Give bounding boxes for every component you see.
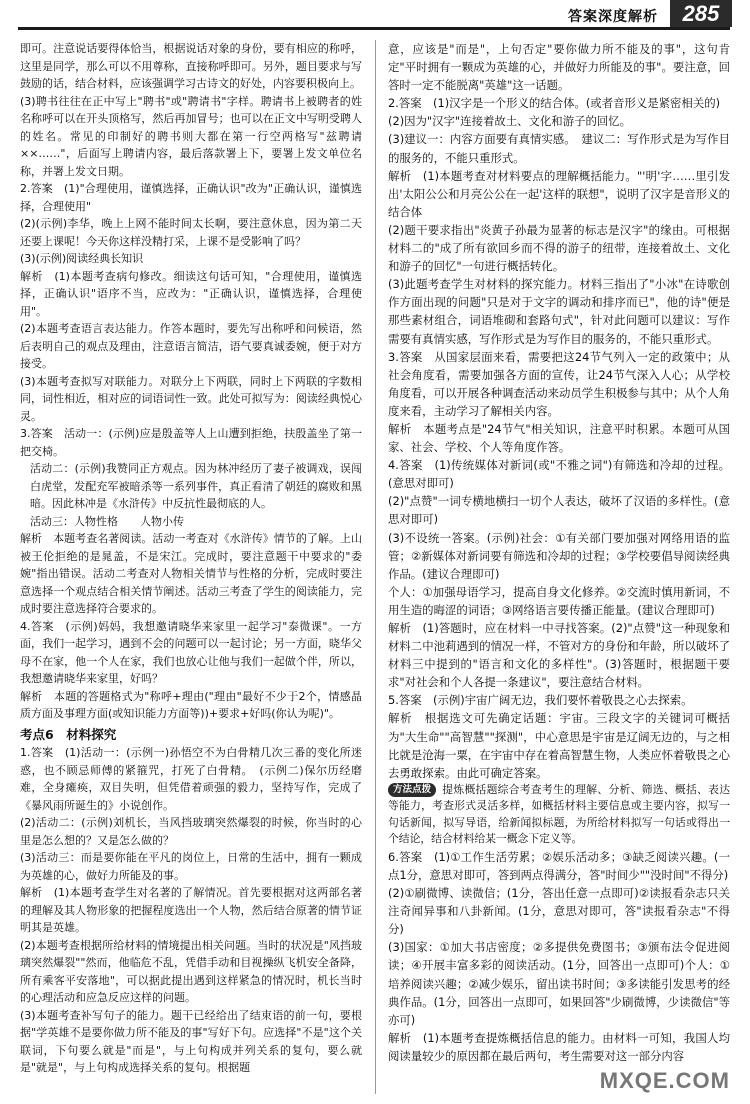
left-column bbox=[20, 40, 362, 1077]
paragraph: (3)此题考查学生对材料的探究能力。材料三指出了"小冰"在诗歌创作方面出现的问题"只是对于文字的调动和排序而已"，他的诗"便是那些素材组合，词语堆砌和套路句式"，针对此问题可以建议：写作需要有真情实感，写作形式是为写作目的服务的，不能只重形式。 bbox=[388, 277, 730, 346]
answer-paragraph: 6.答案 (1)①工作生活劳累；②娱乐活动多；③缺乏阅读兴趣。(一点1分，意思对即可，答到两点得满分，答"时间少""没时间"不得分) bbox=[388, 849, 730, 882]
paragraph: 意，应该是"而是"，上句否定"要你做力所不能及的事"，这句肯定"平时拥有一颗成为英雄的心，并做好力所能及的事"。要注意，回答时一定不能脱离"英雄"这一话题。 bbox=[388, 42, 730, 93]
paragraph: (3)聘书往往在正中写上"聘书"或"聘请书"字样。聘请书上被聘者的姓名称呼可以在开头顶格写，然后再加冒号；也可以在正文中写明受聘人的姓名。常见的印制好的聘书则大都在第一行空两格写"兹聘请××……"，后面写上聘请内容，最后落款署上下，要署上发文单位名称，并署上发文日期。 bbox=[20, 94, 362, 178]
answer-paragraph: 3.答案 从国家层面来看，需要把这24节气列入一定的政策中；从社会角度看，需要加强各方面的宣传，让24节气深入人心；从学校角度看，可以开展各种调查活动来动员学生积极参与其中；从个人角度来看，主动学习了解相关内容。 bbox=[388, 349, 730, 418]
paragraph: (2)①刷微博、读微信；(1分，答出任意一点即可)②读报看杂志只关注奇闻异事和八卦新闻。(1分，意思对即可，答"读报看杂志"不得分) bbox=[388, 886, 730, 937]
paragraph: (3)(示例)阅读经典长知识 bbox=[20, 252, 144, 265]
header-rule bbox=[18, 27, 730, 30]
analysis-paragraph: 解析 (1)本题考查对材料要点的理解概括能力。"'明'字……里引发出'太阳公公和月亮公公在一起'这样的联想"，说明了汉字是音形义的结合体 bbox=[388, 168, 730, 219]
analysis-paragraph: 解析 (1)本题考查病句修改。细读这句话可知，"合理使用，谨慎选择，正确认识"语序不当，应改为："正确认识，谨慎选择，合理使用"。 bbox=[20, 269, 362, 318]
answer-paragraph: 1.答案 (1)活动一：(示例一)孙悟空不为白骨精几次三番的变化所迷惑，也不顾忌师傅的紧箍咒，打死了白骨精。 (示例二)保尔历经磨难，全身瘫痪，双目失明，但凭借着顽强的毅力，坚持写作，完成了《暴风雨所诞生的》小说创作。 bbox=[20, 746, 362, 812]
answer-paragraph: 5.答案 (示例)宇宙广阔无边，我们要怀着敬畏之心去探索。 bbox=[388, 693, 693, 708]
paragraph: (3)国家：①加大书店密度；②多提供免费图书；③颁布法令促进阅读；④开展丰富多彩的阅读活动。(1分，回答出一点即可)个人：①培养阅读兴趣；②减少娱乐，留出读书时间；③多读能引发思考的经典作品。(1分，回答出一点即可，如果回答"少刷微博，少读微信"等亦可) bbox=[388, 940, 730, 1027]
paragraph: 即可。注意说话要得体恰当，根据说话对象的身份，要有相应的称呼，这里是同学，那么可以不用尊称，直接称呼即可。另外，题目要求与写鼓励的话，结合材料，应该强调学习古诗文的好处，内容要积极向上。 bbox=[20, 42, 362, 90]
paragraph: (3)活动三：而是要你能在平凡的岗位上，日常的生活中，拥有一颗成为英雄的心，做好力所能及的事。 bbox=[20, 851, 362, 882]
analysis-paragraph: 解析 (1)本题考查学生对名著的了解情况。首先要根据对这两部名著的理解及其人物形象的把握程度选出一个人物，然后结合原著的情节证明其是英雄。 bbox=[20, 886, 362, 934]
answer-paragraph: 4.答案 (1)传统媒体对新词(或"不雅之词")有筛选和冷却的过程。(意思对即可) bbox=[388, 458, 730, 491]
paragraph: (3)不设统一答案。(示例)社会：①有关部门要加强对网络用语的监管；②新媒体对新词要有筛选和冷却的过程；③学校要倡导阅读经典作品。(建议合理即可) bbox=[388, 530, 730, 581]
answer-paragraph: 3.答案 活动一：(示例)应是殷盖等人上山遭到拒绝，扶殷盖坐了第一把交椅。 bbox=[20, 427, 362, 458]
analysis-paragraph: 解析 根据选文可先确定话题：宇宙。三段文字的关键词可概括为"大生命""高智慧""探测"，中心意思是宇宙是辽阔无边的，与之相比就是沧海一粟，在宇宙中存在着高智慧生物，人类应怀着敬畏之心去勇敢探索。由此可确定答案。 bbox=[388, 711, 730, 780]
paragraph: (2)活动二：(示例)刘机长，当风挡玻璃突然爆裂的时候，你当时的心里是怎么想的？又是怎么做的？ bbox=[20, 816, 362, 847]
analysis-paragraph: 解析 本题的答题格式为"称呼+理由("理由"最好不少于2个，情感晶质方面及事理方面(或知识能力方面等))+要求+好吗(你认为呢)"。 bbox=[20, 689, 362, 720]
answer-paragraph: 2.答案 (1)汉字是一个形义的结合体。(或者音形义是紧密相关的) bbox=[388, 96, 721, 111]
paragraph: (2)本题考查根据所给材料的情境提出相关问题。当时的状况是"风挡玻璃突然爆裂""然而，他临危不乱，凭借手动和目视操纵飞机安全备降，所有乘客平安落地"，可以据此提出遇到这样紧急的情况时，机长当时的心理活动和应急反应这样的问题。 bbox=[20, 938, 362, 1004]
paragraph: (3)建议一：内容方面要有真情实感。 建议二：写作形式是为写作目的服务的，不能只重形式。 bbox=[388, 132, 730, 165]
paragraph: (2)"点赞"一词专横地横扫一切个人表达，破坏了汉语的多样性。(意思对即可) bbox=[388, 494, 730, 527]
paragraph: (2)(示例)李华，晚上上网不能时间太长啊，要注意休息，因为第二天还要上课呢！今天你这样没精打采，上课不是受影响了吗？ bbox=[20, 217, 362, 248]
watermark-logo: MXQE.COM bbox=[599, 1068, 730, 1093]
analysis-paragraph: 解析 (1)本题考查提炼概括信息的能力。由材料一可知，我国人均阅读量较少的原因都在最后两句，考生需要对这一部分内容 bbox=[388, 1030, 730, 1063]
paragraph: (2)本题考查语言表达能力。作答本题时，要先写出称呼和问候语，然后表明自己的观点及理由，注意语言简洁，语气要真诚委婉，便于对方接受。 bbox=[20, 322, 362, 370]
paragraph: 个人：①加强母语学习，提高自身文化修养。②交流时慎用新词，不用生造的晦涩的词语；③网络语言要传播正能量。(建议合理即可) bbox=[388, 584, 730, 617]
tip-text: 提炼概括题综合考查考生的理解、分析、筛选、概括、表达等能力，考查形式灵活多样，如概括材料主要信息或主要内容，拟写一句话新闻，拟写导语，给新闻拟标题，为所给材料拟写一句话或得出一个结论，结合材料给某一概念下定义等。 bbox=[388, 782, 730, 846]
answer-paragraph: 4.答案 (示例)妈妈，我想邀请晓华来家里一起学习"泰微课"。一方面，我们一起学习，遇到不会的问题可以一起讨论；另一方面，晓华父母不在家，他一个人在家，我们也放心让他与我们一起做个伴，所以，我想邀请晓华来家里，好吗？ bbox=[20, 619, 362, 685]
paragraph: (2)因为"汉字"连接着故土、文化和游子的回忆。 bbox=[388, 114, 632, 129]
section-heading: 考点6 材料探究 bbox=[20, 726, 117, 742]
analysis-paragraph: 解析 本题考点是"24节气"相关知识，注意平时积累。本题可从国家、社会、学校、个人等角度作答。 bbox=[388, 421, 730, 455]
analysis-paragraph: 解析 (1)答题时，应在材料一中寻找答案。(2)"点赞"这一种现象和材料二中池莉遇到的情况一样，不管对方的身份和年龄，所以破坏了材料三中提到的"语言和文化的多样性"。(3)答题时，根据题干要求"对社会和个人各提一条建议"，要注意结合材料。 bbox=[388, 621, 730, 690]
method-tip bbox=[388, 782, 730, 848]
page-header bbox=[0, 0, 750, 34]
page-number: 285 bbox=[670, 0, 732, 27]
analysis-paragraph: 解析 本题考查名著阅读。活动一考查对《水浒传》情节的了解。上山被王伦拒绝的是晁盖，不是宋江。完成时，要注意题干中要求的"委婉"指出错误。活动二考查对人物相关情节与性格的分析，完成时要注意选择一个观点结合相关情节阐述。活动三考查了学生的阅读能力，完成时要注意选择符合要求的。 bbox=[20, 532, 362, 615]
paragraph: (3)本题考查拟写对联能力。对联分上下两联，同时上下两联的字数相同，词性相近，相对应的词语词性一致。此处可拟写为：阅读经典悦心灵。 bbox=[20, 374, 362, 423]
paragraph: (2)题干要求指出"炎黄子孙最为显著的标志是汉字"的缘由。可根据材料二的"成了所有欲回乡而不得的游子的纽带，连接着故土、文化和游子的回忆"一句进行概括转化。 bbox=[388, 222, 730, 274]
answer-paragraph: 2.答案 (1)"合理使用，谨慎选择，正确认识"改为"正确认识，谨慎选择，合理使用" bbox=[20, 182, 362, 213]
paragraph: (3)本题考查补写句子的能力。题干已经给出了结束语的前一句，要根据"学英雄不是要你做力所不能及的事"写好下句。应选择"不是"这个关联词，下句要么就是"而是"，与上句构成并列关系的复句，要么就是"就是"，与上句构成选择关系的复句。根据题 bbox=[20, 1008, 362, 1074]
column-divider bbox=[375, 40, 376, 1094]
paragraph: 活动二：(示例)我赞同正方观点。因为林冲经历了妻子被调戏，误闯白虎堂，发配充军被暗杀等一系列事件，真正看清了朝廷的腐败和黑暗。因此林冲是《水浒传》中反抗性最彻底的人。 bbox=[30, 462, 362, 510]
header-title: 答案深度解析 bbox=[568, 9, 658, 25]
right-column bbox=[388, 40, 730, 1065]
paragraph: 活动三：人物性格 人物小传 bbox=[30, 514, 184, 528]
tip-badge: 方法点拨 bbox=[388, 783, 436, 797]
